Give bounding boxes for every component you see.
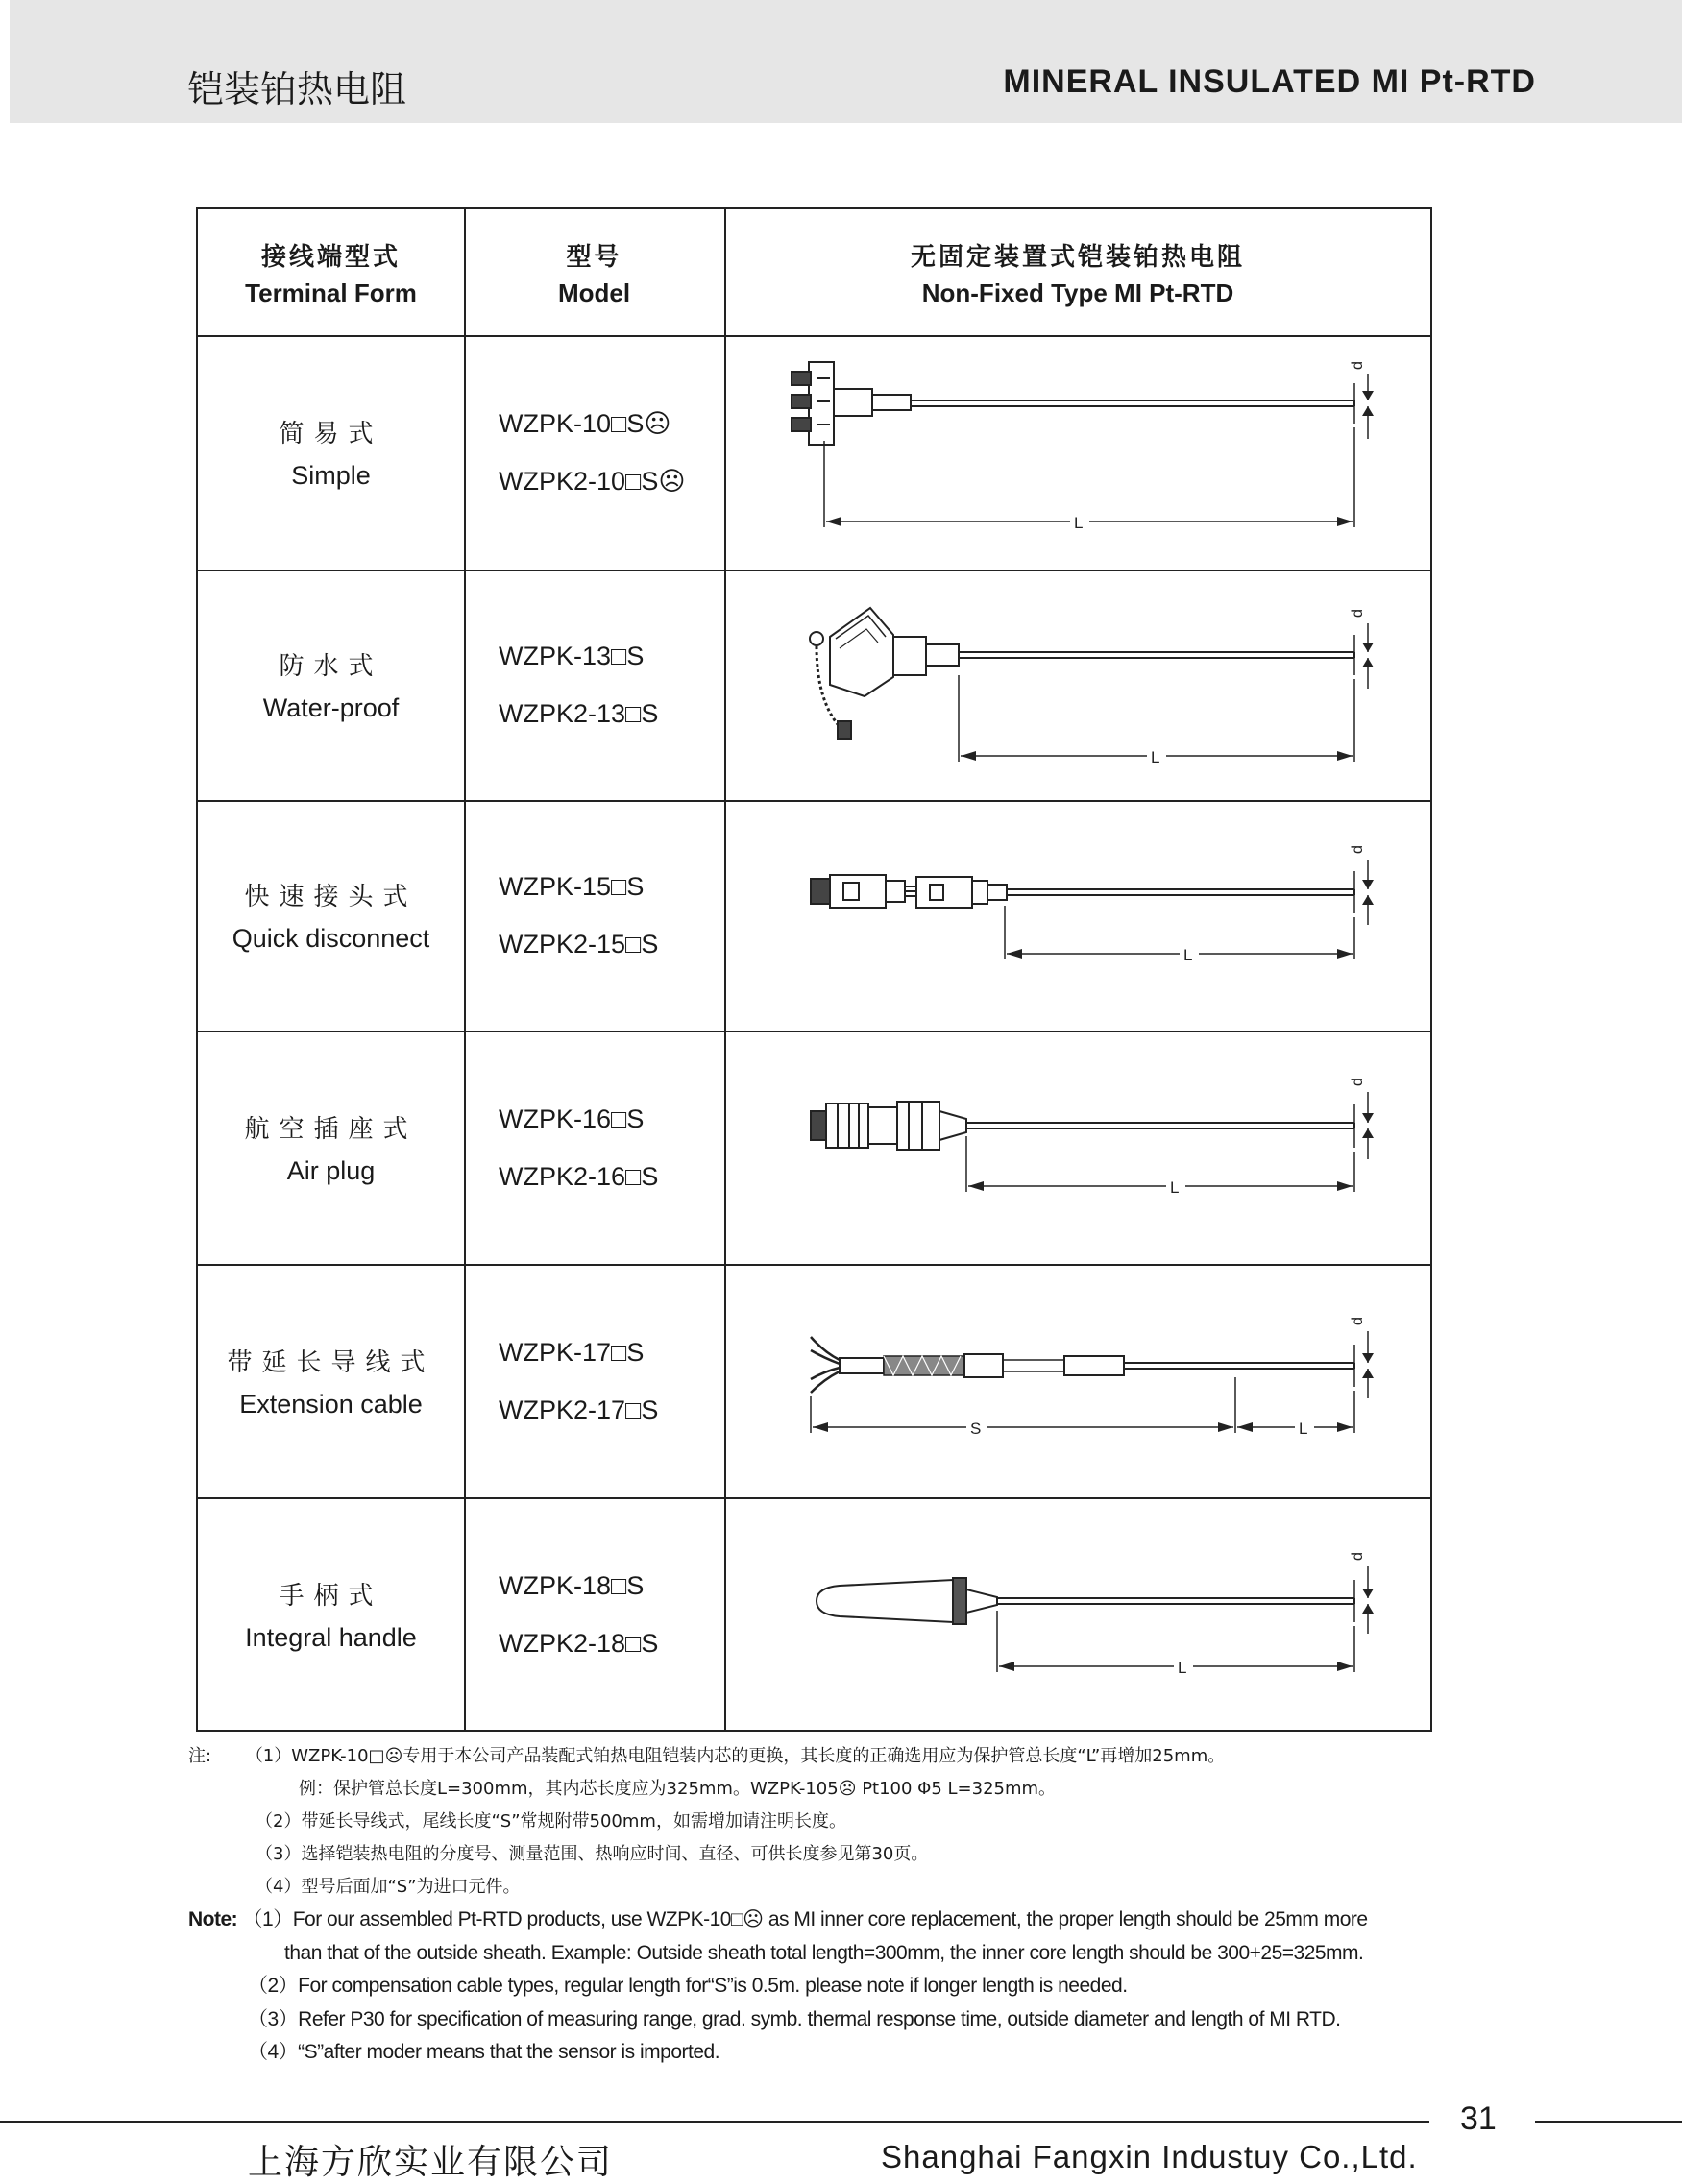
- col-header-terminal-cn: 接线端型式: [260, 242, 401, 272]
- note-cn-line: （2）带延长导线式，尾线长度“S”常规附带500mm，如需增加请注明长度。: [256, 1811, 846, 1832]
- model-code: WZPK-16□S: [499, 1104, 645, 1133]
- page-number: 31: [1460, 2100, 1497, 2137]
- footer-company-cn: 上海方欣实业有限公司: [248, 2143, 614, 2182]
- model-code: WZPK-18□S: [499, 1570, 645, 1600]
- model-code: WZPK2-15□S: [499, 930, 659, 959]
- header-cell-terminal: [198, 209, 464, 335]
- header-cell-model: [464, 209, 724, 335]
- note-cn-line: （4）型号后面加“S”为进口元件。: [256, 1877, 521, 1897]
- note-en-line: （3）Refer P30 for specification of measuring range, grad. symb. thermal response time, outside diameter and length of MI RTD.: [248, 2007, 1341, 2030]
- model-code: WZPK2-13□S: [499, 699, 659, 728]
- model-code: WZPK-13□S: [499, 642, 645, 670]
- model-cell: [499, 1264, 658, 1497]
- terminal-form-cell: [198, 1031, 464, 1264]
- note-en-line: [188, 1904, 1456, 1937]
- model-code: WZPK-10□S☹: [499, 409, 671, 438]
- header-title-cn: 铠装铂热电阻: [187, 68, 407, 110]
- diagram-simple: [724, 335, 1431, 570]
- terminal-form-cell: [198, 335, 464, 570]
- note-cn-text: （1）WZPK-10□☹专用于本公司产品装配式铂热电阻铠装内芯的更换，其长度的正确选用应为保护管总长度“L”再增加25mm。: [245, 1746, 1226, 1766]
- terminal-form-cell: [198, 800, 464, 1031]
- dim-d-label: d: [1350, 845, 1366, 854]
- terminal-form-cn: 简易式: [279, 420, 383, 449]
- terminal-form-cn: 航空插座式: [244, 1114, 418, 1144]
- dim-l-label: L: [1151, 748, 1160, 766]
- col-header-model-cn: 型号: [566, 242, 622, 272]
- model-code: WZPK2-17□S: [499, 1395, 659, 1424]
- col-header-type-cn: 无固定装置式铠装铂热电阻: [910, 242, 1245, 272]
- terminal-form-en: Water-proof: [262, 693, 400, 722]
- model-code: WZPK-17□S: [499, 1337, 645, 1367]
- dim-l-label: L: [1178, 1659, 1187, 1677]
- dim-l-label: L: [1183, 946, 1193, 964]
- note-en-label: Note:: [188, 1908, 238, 1930]
- footer-company-en: Shanghai Fangxin Industuy Co.,Ltd.: [881, 2139, 1418, 2174]
- header-title-en: MINERAL INSULATED MI Pt-RTD: [1003, 63, 1536, 100]
- notes-section: [188, 1740, 1456, 2070]
- note-cn-label: 注:: [188, 1746, 212, 1766]
- note-cn-line: [188, 1740, 1456, 1773]
- dim-d-label: d: [1350, 1317, 1366, 1325]
- note-en-line: than that of the outside sheath. Example: Outside sheath total length=300mm, the inner core length should be 300+25=325mm.: [284, 1941, 1364, 1964]
- model-cell: [499, 570, 658, 800]
- note-en-line: （2）For compensation cable types, regular length for“S”is 0.5m. please note if longer length is needed.: [248, 1975, 1128, 1997]
- terminal-form-en: Quick disconnect: [232, 924, 430, 953]
- terminal-form-cn: 快速接头式: [244, 883, 418, 911]
- terminal-form-cn: 手柄式: [279, 1581, 383, 1611]
- model-code: WZPK-15□S: [499, 872, 645, 901]
- terminal-form-cell: [198, 570, 464, 800]
- terminal-form-cn: 防水式: [279, 652, 383, 681]
- diagram-air-plug: [724, 1031, 1431, 1264]
- note-en-line: （4）“S”after moder means that the sensor is imported.: [248, 2041, 720, 2063]
- diagram-integral-handle: [724, 1497, 1431, 1731]
- diagram-water-proof: [724, 570, 1431, 800]
- dim-d-label: d: [1350, 1078, 1366, 1086]
- note-cn-line: 例：保护管总长度L=300mm，其内芯长度应为325mm。WZPK-105☹ Pt100 Φ5 L=325mm。: [299, 1779, 1057, 1799]
- terminal-form-en: Simple: [291, 461, 371, 490]
- dim-d-label: d: [1350, 1552, 1366, 1561]
- footer-rule: [0, 2121, 1429, 2123]
- col-header-type-en: Non-Fixed Type MI Pt-RTD: [921, 278, 1234, 307]
- model-cell: [499, 800, 658, 1031]
- table-divider: [464, 209, 466, 1730]
- diagram-quick-disconnect: [724, 800, 1431, 1031]
- model-cell: [499, 1497, 658, 1731]
- terminal-form-en: Integral handle: [245, 1622, 417, 1652]
- dim-s-label: S: [970, 1420, 982, 1438]
- col-header-model-en: Model: [557, 278, 631, 307]
- note-cn-line: （3）选择铠装热电阻的分度号、测量范围、热响应时间、直径、可供长度参见第30页。: [256, 1844, 929, 1864]
- terminal-form-en: Air plug: [286, 1155, 376, 1185]
- terminal-form-cell: [198, 1497, 464, 1731]
- model-code: WZPK2-18□S: [499, 1628, 659, 1658]
- terminal-form-cell: [198, 1264, 464, 1497]
- model-code: WZPK2-10□S☹: [499, 467, 686, 496]
- model-cell: [499, 1031, 658, 1264]
- model-code: WZPK2-16□S: [499, 1161, 659, 1191]
- dim-d-label: d: [1350, 609, 1366, 618]
- dim-d-label: d: [1350, 361, 1366, 370]
- note-en-text: （1）For our assembled Pt-RTD products, use WZPK-10□☹ as MI inner core replacement, the proper length should be 25mm more: [242, 1908, 1368, 1930]
- terminal-form-en: Extension cable: [239, 1389, 423, 1419]
- spec-table: [196, 207, 1432, 1732]
- model-cell: [499, 335, 686, 570]
- terminal-form-cn: 带延长导线式: [227, 1347, 435, 1377]
- col-header-terminal-en: Terminal Form: [245, 278, 417, 307]
- header-cell-type: [724, 209, 1431, 335]
- dim-l-label: L: [1299, 1420, 1308, 1438]
- footer-rule: [1535, 2121, 1682, 2123]
- diagram-extension-cable: [724, 1264, 1431, 1497]
- dim-l-label: L: [1170, 1178, 1180, 1197]
- dim-l-label: L: [1074, 514, 1084, 532]
